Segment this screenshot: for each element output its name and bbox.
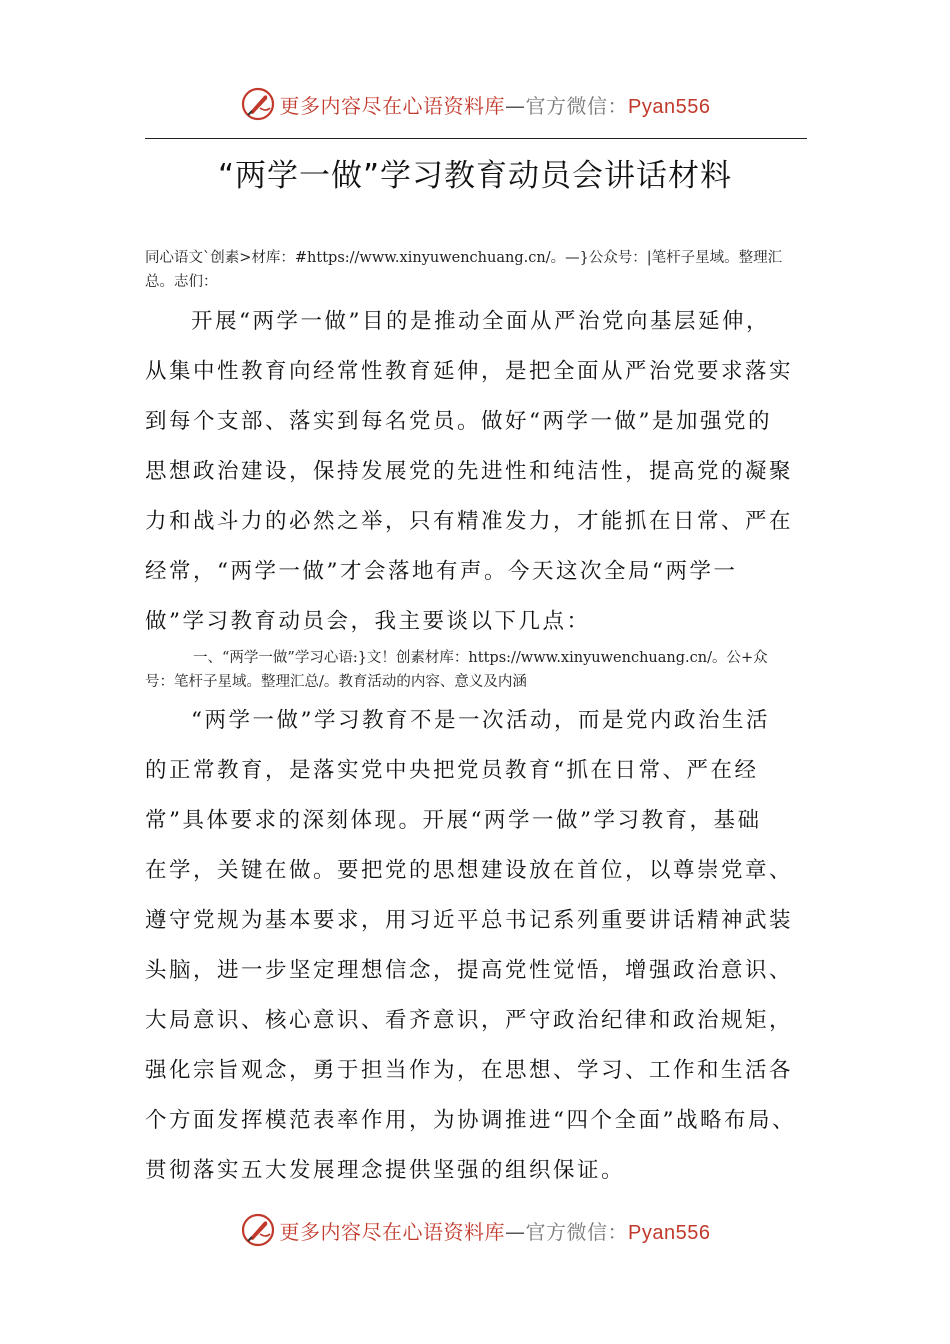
watermark-site: 更多内容尽在心语资料库 — [279, 93, 506, 118]
watermark-wechat-label: 官方微信： — [525, 1219, 629, 1244]
section-heading-note — [145, 646, 810, 694]
header-divider — [145, 138, 807, 139]
document-title: “两学一做”学习教育动员会讲话材料 — [217, 158, 733, 194]
paragraph-line: 头脑，进一步坚定理想信念，提高党性觉悟，增强政治意识、 — [145, 958, 794, 983]
footer-watermark — [0, 1210, 950, 1250]
paragraph-line: 个方面发挥模范表率作用，为协调推进“四个全面”战略布局、 — [145, 1108, 796, 1133]
watermark-site: 更多内容尽在心语资料库 — [279, 1219, 506, 1244]
watermark-text — [280, 90, 711, 119]
paragraph-line: 大局意识、核心意识、看齐意识，严守政治纪律和政治规矩， — [145, 1008, 794, 1033]
watermark-text — [280, 1216, 711, 1245]
source-note: 同心语文`创素>材库：#https://www.xinyuwenchuang.cn/。—}公众号：|笔杆子星域。整理汇总。志们： — [145, 250, 783, 290]
paragraph-line: 思想政治建设，保持发展党的先进性和纯洁性，提高党的凝聚 — [145, 459, 794, 484]
watermark-wechat-id: Pyan556 — [628, 1221, 711, 1244]
watermark-wechat-id: Pyan556 — [628, 95, 711, 118]
paragraph-line: 贯彻落实五大发展理念提供坚强的组织保证。 — [145, 1158, 626, 1183]
paragraph-line: 遵守党规为基本要求，用习近平总书记系列重要讲话精神武装 — [145, 908, 794, 933]
paragraph-line: 经常，“两学一做”才会落地有声。今天这次全局“两学一 — [145, 559, 738, 584]
paragraph-1 — [145, 297, 825, 647]
paragraph-line: 做”学习教育动员会，我主要谈以下几点： — [145, 609, 591, 634]
section-heading-line-1: 一、“两学一做”学习心语:}文！创素材库：https://www.xinyuwenchuang.cn/。公+众 — [193, 650, 768, 666]
paragraph-line: 开展“两学一做”目的是推动全面从严治党向基层延伸， — [191, 309, 770, 334]
paragraph-line: 的正常教育，是落实党中央把党员教育“抓在日常、严在经 — [145, 758, 759, 783]
quill-logo-icon — [240, 1212, 276, 1248]
paragraph-line: 力和战斗力的必然之举，只有精准发力，才能抓在日常、严在 — [145, 509, 794, 534]
paragraph-2 — [145, 696, 825, 1196]
paragraph-line: 从集中性教育向经常性教育延伸，是把全面从严治党要求落实 — [145, 359, 794, 384]
watermark-wechat-label: 官方微信： — [525, 93, 629, 118]
quill-logo-icon — [240, 86, 276, 122]
header-watermark — [0, 84, 950, 124]
paragraph-line: 强化宗旨观念，勇于担当作为，在思想、学习、工作和生活各 — [145, 1058, 794, 1083]
watermark-dash: — — [505, 93, 526, 118]
section-heading-line-2: 号：笔杆子星域。整理汇总/。教育活动的内容、意义及内涵 — [145, 674, 527, 690]
watermark-dash: — — [505, 1219, 526, 1244]
paragraph-line: 到每个支部、落实到每名党员。做好“两学一做”是加强党的 — [145, 409, 772, 434]
paragraph-line: 在学，关键在做。要把党的思想建设放在首位，以尊崇党章、 — [145, 858, 794, 883]
paragraph-line: 常”具体要求的深刻体现。开展“两学一做”学习教育，基础 — [145, 808, 762, 833]
paragraph-line: “两学一做”学习教育不是一次活动，而是党内政治生活 — [191, 708, 770, 733]
